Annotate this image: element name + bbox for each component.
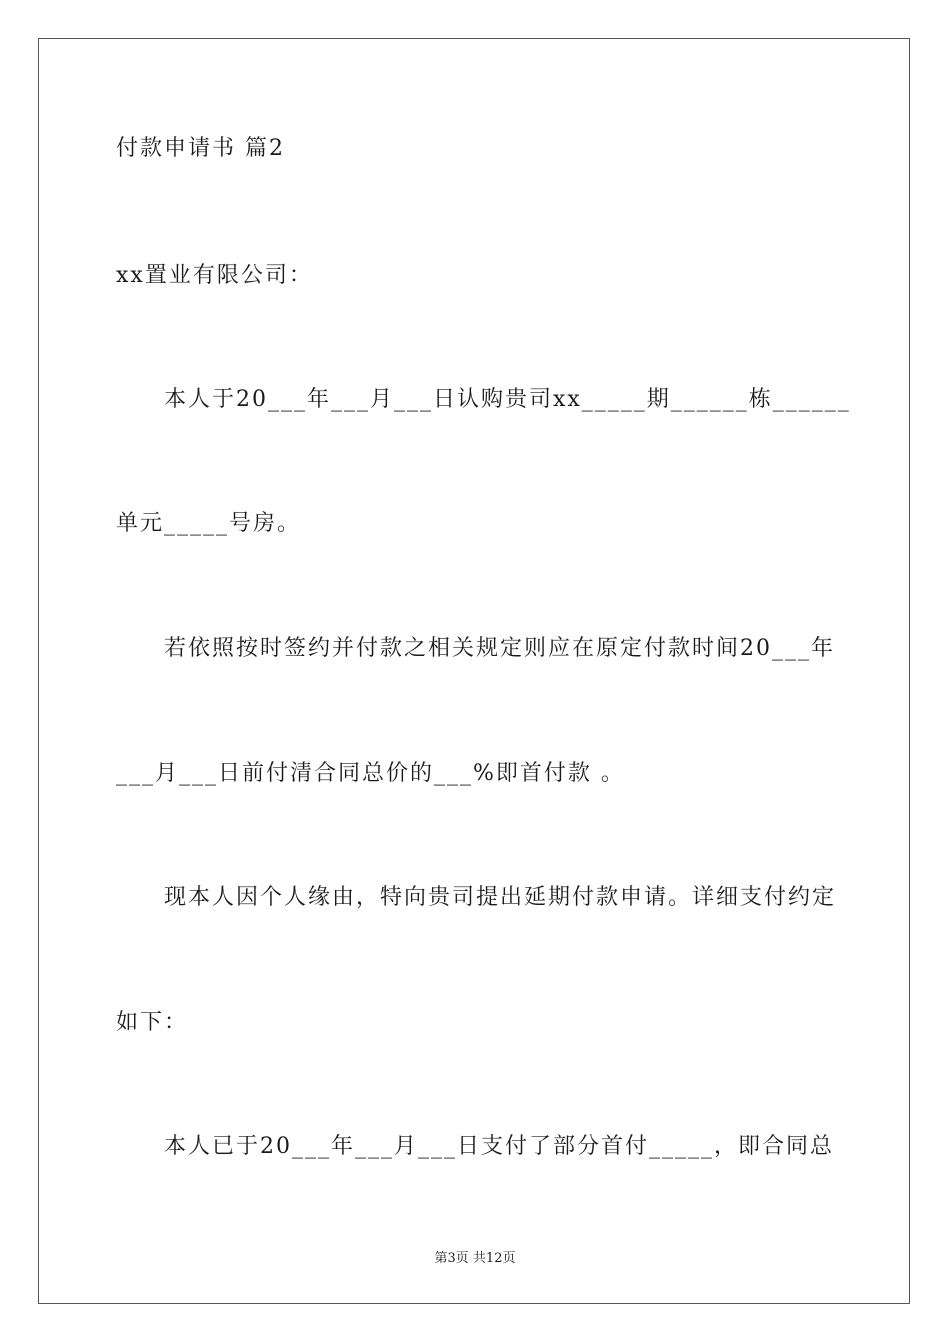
paragraph-3-line-2: 如下：: [116, 1010, 189, 1035]
paragraph-1-line-2: 单元_____号房。: [116, 511, 302, 536]
paragraph-3-line-1: 现本人因个人缘由，特向贵司提出延期付款申请。详细支付约定: [164, 885, 837, 910]
paragraph-1-line-1: 本人于20___年___月___日认购贵司xx_____期______栋______: [164, 387, 851, 412]
paragraph-2-line-1: 若依照按时签约并付款之相关规定则应在原定付款时间20___年: [164, 636, 835, 661]
paragraph-4-line-1: 本人已于20___年___月___日支付了部分首付_____，即合同总: [164, 1134, 834, 1159]
salutation: xx置业有限公司：: [116, 263, 313, 288]
document-heading: 付款申请书 篇2: [116, 136, 285, 161]
page-number-footer: 第3页 共12页: [434, 1251, 516, 1266]
page-frame: [38, 38, 910, 1304]
paragraph-2-line-2: ___月___日前付清合同总价的___%即首付款 。: [116, 761, 625, 786]
